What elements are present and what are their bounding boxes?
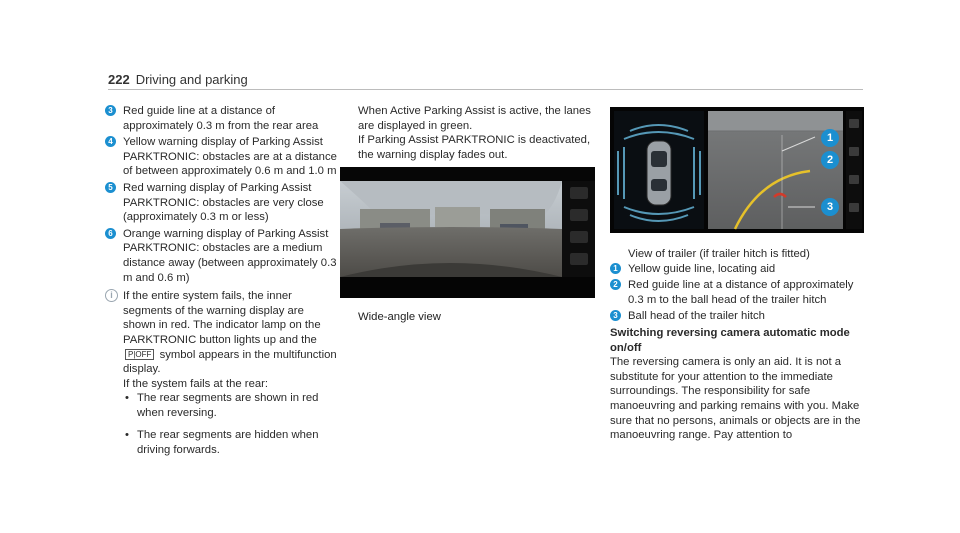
legend-item-3: [610, 309, 868, 324]
note-text-after: symbol appears in the multifunction display.: [123, 348, 337, 376]
legend-item-1: [610, 262, 868, 277]
figure-caption: Wide-angle view: [358, 311, 441, 323]
note-line: If the system fails at the rear:: [123, 377, 269, 390]
legend-item-3: [105, 104, 337, 133]
legend-item-6: [105, 227, 337, 285]
body-paragraph: The reversing camera is only an aid. It is not a substitute for your attention to the immediate surroundings. The responsibility for safe manoeuvring and parking remains with you. Make sure that no persons, animals or objects are in the manoeuvring range. Pay attention to: [610, 356, 861, 442]
callout-badge: 4: [105, 136, 116, 147]
bullet-item: • The rear segments are shown in red when reversing.: [123, 391, 337, 420]
note-block: [105, 289, 337, 458]
callout-badge: 1: [610, 263, 621, 274]
legend-item-2: [610, 278, 868, 307]
legend-text: Orange warning display of Parking Assist PARKTRONIC: obstacles are a medium distance away (between approximately 0.3 m and 0.6 m): [123, 227, 337, 284]
legend-text: Yellow warning display of Parking Assist PARKTRONIC: obstacles are at a distance of between approximately 0.6 m and 1.0 m: [123, 136, 337, 178]
callout-2-badge: 2: [821, 151, 839, 169]
legend-item-4: [105, 135, 337, 179]
legend-text: Ball head of the trailer hitch: [628, 310, 765, 323]
header-divider: [108, 89, 863, 90]
legend-text: Red guide line at a distance of approximately 0.3 m to the ball head of the trailer hitch: [628, 279, 854, 306]
callout-badge: 2: [610, 279, 621, 290]
callout-3-badge: 3: [821, 198, 839, 216]
section-title: Driving and parking: [135, 72, 248, 87]
legend-text: Red guide line at a distance of approximately 0.3 m from the rear area: [123, 105, 319, 132]
paragraph: If Parking Assist PARKTRONIC is deactivated, the warning display fades out.: [358, 134, 591, 161]
bullet-item: • The rear segments are hidden when driving forwards.: [123, 428, 337, 457]
parktronic-off-icon: P|OFF: [125, 349, 154, 360]
section-heading: Switching reversing camera automatic mode on/off: [610, 326, 850, 354]
info-icon: i: [105, 289, 118, 302]
legend-item-5: [105, 181, 337, 225]
note-text: If the entire system fails, the inner segments of the warning display are shown in red. The indicator lamp on the PARKTRONIC button lights up and the: [123, 290, 321, 346]
callout-badge: 3: [105, 105, 116, 116]
callout-badge: 6: [105, 228, 116, 239]
page-number: 222: [108, 72, 130, 87]
column-left: [105, 104, 337, 466]
legend-text: Red warning display of Parking Assist PARKTRONIC: obstacles are very close (approximately 0.3 m or less): [123, 181, 324, 224]
paragraph: When Active Parking Assist is active, the lanes are displayed in green.: [358, 105, 591, 132]
callout-badge: 3: [610, 310, 621, 321]
wide-angle-camera-image: [340, 167, 595, 298]
legend-text: Yellow guide line, locating aid: [628, 262, 776, 275]
callout-1-badge: 1: [821, 129, 839, 147]
callout-badge: 5: [105, 182, 116, 193]
column-right: [610, 247, 868, 443]
column-middle: [340, 104, 595, 162]
page-header: [108, 72, 248, 87]
bullet-list: [123, 391, 337, 457]
figure-caption: View of trailer (if trailer hitch is fitted): [628, 248, 810, 260]
trailer-view-camera-image: [610, 107, 864, 233]
